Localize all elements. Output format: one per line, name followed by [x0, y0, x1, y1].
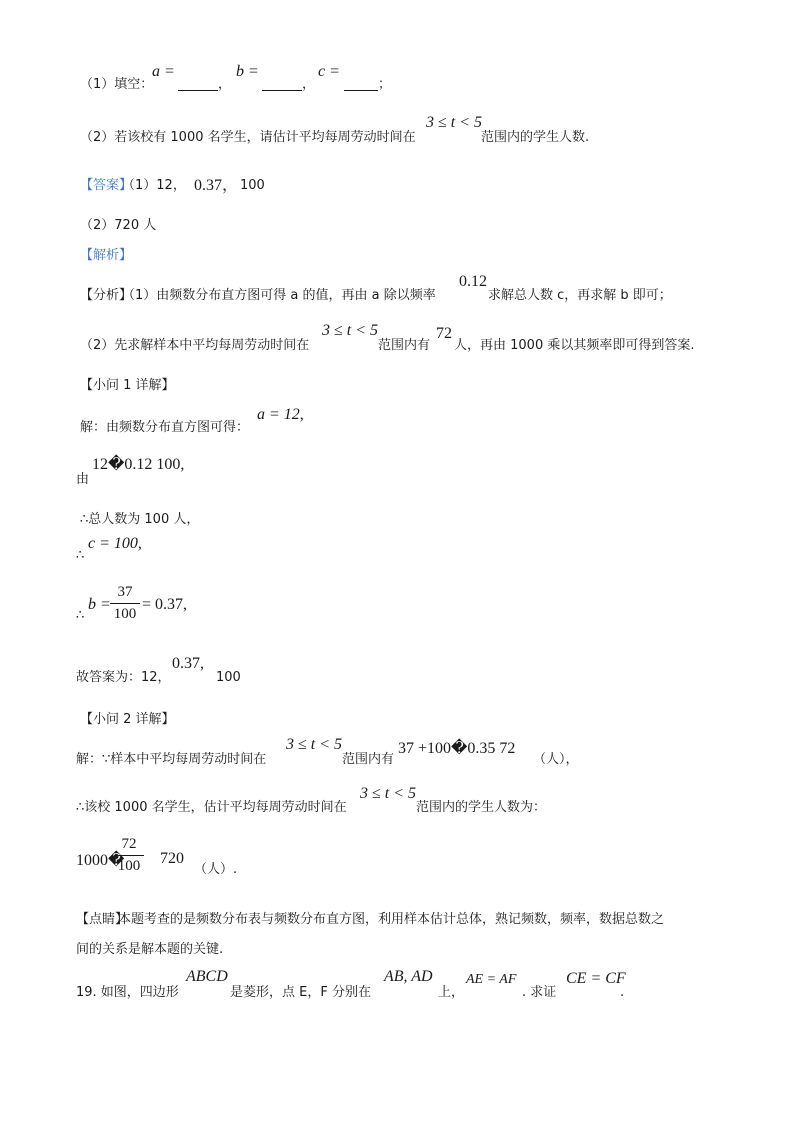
fenxi-value-012: 0.12	[459, 273, 487, 290]
dianjing-tag: 【点睛】	[76, 912, 129, 927]
q1-c-blank	[344, 90, 378, 91]
detail2-calc2-denominator: 100	[117, 858, 141, 874]
detail2-calc2-fraction-bar	[114, 855, 144, 856]
detail1-line-1: 解：由频数分布直方图可得：	[80, 420, 250, 435]
dianjing-text-1: 本题考查的是频数分布表与频数分布直方图，利用样本估计总体，熟记频数，频率，数据总数之	[118, 912, 665, 927]
detail1-b-fraction	[110, 584, 140, 623]
answer-part2: （2）720 人	[80, 218, 157, 233]
q19-ae-af: AE = AF	[466, 972, 517, 987]
q19-ab-ad: AB, AD	[384, 968, 433, 985]
q1-b-eq: b =	[236, 63, 259, 80]
fenxi-part2-mid: 范围内有	[378, 338, 431, 353]
detail1-therefore-2: ∴	[76, 608, 85, 623]
fenxi-text-2: 求解总人数 c，再求解 b 即可；	[488, 288, 672, 303]
detail1-you: 由	[76, 472, 90, 487]
detail1-b-numerator: 37	[117, 584, 133, 600]
q1-label: （1）填空：	[80, 77, 154, 92]
q1-comma-2: ，	[302, 77, 316, 92]
detail2-inequality-2: 3 ≤ t < 5	[360, 785, 417, 802]
detail2-tag: 【小问 2 详解】	[80, 712, 175, 727]
q1-c-eq: c =	[318, 63, 340, 80]
q1-a-eq: a =	[152, 63, 175, 80]
answer-part1-end: 100	[240, 178, 265, 193]
q19-text-2: 上，	[438, 985, 465, 1000]
analysis-tag: 【解析】	[80, 248, 133, 263]
fenxi-inequality: 3 ≤ t < 5	[322, 322, 379, 339]
q2-text-after: 范围内的学生人数.	[481, 130, 590, 145]
fenxi-tag: 【分析】	[80, 288, 133, 303]
answer-part1-prefix: （1）12，	[122, 178, 186, 193]
detail1-b-result: = 0.37,	[142, 596, 188, 613]
q19-text-4: .	[620, 985, 625, 1000]
q19-text-3: . 求证	[522, 985, 557, 1000]
detail2-calc2-numerator: 72	[121, 836, 137, 852]
detail1-answer-end: 100	[216, 670, 241, 685]
detail2-line-2-after: 范围内的学生人数为：	[416, 800, 547, 815]
detail2-line-1-mid: 范围内有	[342, 752, 395, 767]
q19-ce-cf: CE = CF	[566, 970, 626, 987]
detail2-unit-2: （人）.	[194, 862, 238, 877]
detail1-b-denominator: 100	[113, 606, 137, 622]
detail2-calc2-fraction	[114, 836, 144, 875]
detail2-line-1-before: 解：∵样本中平均每周劳动时间在	[76, 752, 267, 767]
detail2-calc2-result: 720	[160, 850, 184, 867]
q19-abcd: ABCD	[186, 968, 228, 985]
detail1-total: ∴总人数为 100 人，	[80, 512, 200, 527]
fenxi-number-72: 72	[436, 325, 452, 342]
fenxi-part2-after: 人，再由 1000 乘以其频率即可得到答案.	[454, 338, 695, 353]
answer-tag: 【答案】	[80, 178, 133, 193]
fenxi-part2-before: （2）先求解样本中平均每周劳动时间在	[80, 338, 310, 353]
dianjing-text-2: 间的关系是解本题的关键.	[76, 942, 224, 957]
q2-text-before: （2）若该校有 1000 名学生，请估计平均每周劳动时间在	[80, 130, 416, 145]
q19-text-1: 是菱形，点 E，F 分别在	[230, 985, 371, 1000]
detail1-b-eq: b =	[88, 596, 111, 613]
detail1-calc: 12�0.12 100,	[92, 456, 185, 473]
q2-inequality: 3 ≤ t < 5	[426, 114, 483, 131]
detail2-calc: 37 +100�0.35 72	[398, 740, 516, 757]
q19-prefix: 19. 如图，四边形	[76, 985, 179, 1000]
detail1-answer-prefix: 故答案为：12，	[76, 670, 171, 685]
q1-a-blank	[178, 90, 218, 91]
detail1-a-value: a = 12,	[257, 406, 304, 423]
detail1-b-fraction-bar	[110, 603, 140, 604]
detail2-line-2-before: ∴该校 1000 名学生，估计平均每周劳动时间在	[76, 800, 347, 815]
detail1-tag: 【小问 1 详解】	[80, 378, 175, 393]
detail2-unit: （人），	[533, 752, 579, 767]
q1-comma-1: ，	[218, 77, 232, 92]
detail1-therefore-1: ∴	[76, 548, 85, 563]
q1-b-blank	[262, 90, 302, 91]
detail2-inequality: 3 ≤ t < 5	[286, 736, 343, 753]
detail1-c-value: c = 100,	[88, 535, 142, 552]
detail1-answer-mid: 0.37,	[172, 655, 204, 672]
answer-part1-mid: 0.37，	[194, 177, 239, 194]
q1-semicolon: ；	[378, 77, 392, 92]
fenxi-text-1: （1）由频数分布直方图可得 a 的值，再由 a 除以频率	[122, 288, 436, 303]
detail2-calc2-prefix: 1000�	[76, 852, 125, 869]
